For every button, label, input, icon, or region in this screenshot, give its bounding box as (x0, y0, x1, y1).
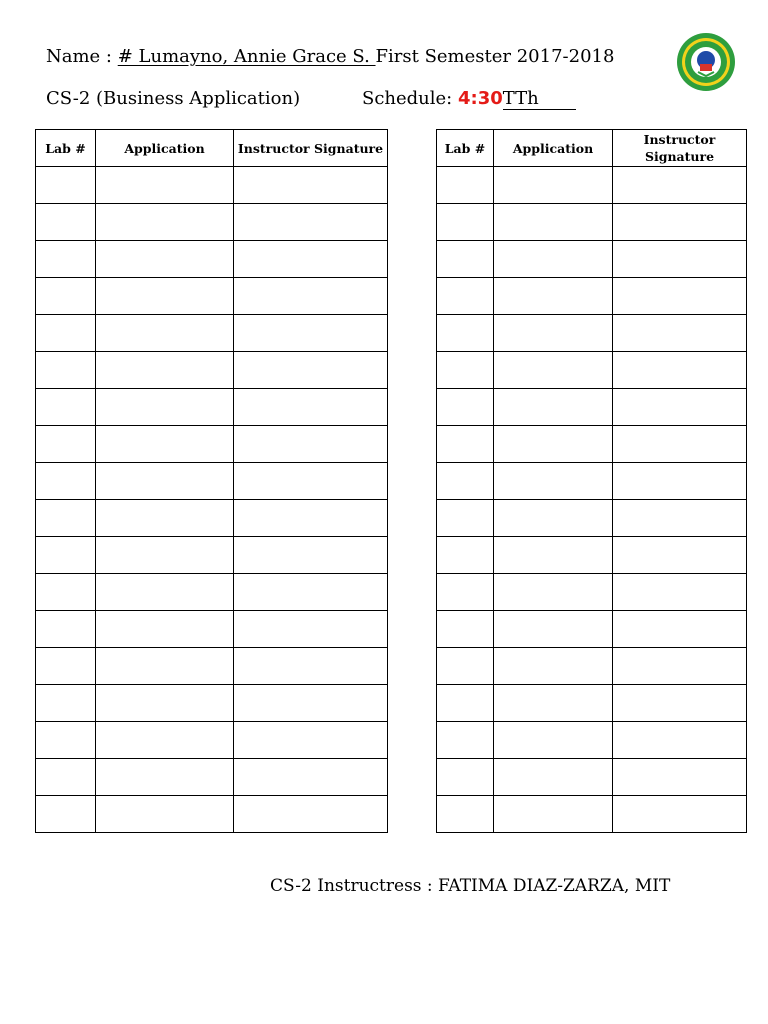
application-cell (494, 722, 613, 759)
application-cell (494, 167, 613, 204)
lab-cell (36, 278, 96, 315)
table-row (36, 574, 388, 611)
table-row (36, 685, 388, 722)
signature-cell (234, 685, 388, 722)
table-row (437, 426, 747, 463)
lab-table-right (436, 129, 747, 833)
signature-cell (613, 722, 747, 759)
signature-cell (234, 426, 388, 463)
table-row (437, 278, 747, 315)
signature-cell (613, 389, 747, 426)
signature-cell (234, 315, 388, 352)
column-header-application: Application (494, 130, 613, 167)
lab-cell (36, 685, 96, 722)
table-row (36, 537, 388, 574)
signature-cell (234, 167, 388, 204)
lab-cell (437, 278, 494, 315)
application-cell (96, 426, 234, 463)
table-row (36, 167, 388, 204)
signature-cell (234, 722, 388, 759)
application-cell (494, 759, 613, 796)
student-name: # Lumayno, Annie Grace S. (117, 46, 376, 67)
table-row (36, 648, 388, 685)
application-cell (96, 167, 234, 204)
table-row (36, 463, 388, 500)
lab-cell (437, 574, 494, 611)
lab-cell (36, 352, 96, 389)
table-row (437, 648, 747, 685)
lab-cell (437, 759, 494, 796)
signature-cell (613, 426, 747, 463)
table-row (437, 500, 747, 537)
signature-cell (234, 389, 388, 426)
application-cell (96, 352, 234, 389)
signature-cell (613, 352, 747, 389)
application-cell (96, 537, 234, 574)
application-cell (96, 759, 234, 796)
schedule-days: TTh (503, 89, 576, 110)
table-row (36, 278, 388, 315)
table-row (437, 463, 747, 500)
application-cell (494, 315, 613, 352)
application-cell (96, 241, 234, 278)
lab-cell (437, 611, 494, 648)
application-cell (494, 500, 613, 537)
signature-cell (613, 204, 747, 241)
application-cell (96, 315, 234, 352)
table-row (36, 611, 388, 648)
signature-cell (234, 241, 388, 278)
table-header-row (36, 130, 388, 167)
instructress-footer: CS-2 Instructress : FATIMA DIAZ-ZARZA, MIT (270, 876, 671, 896)
lab-cell (36, 611, 96, 648)
table-row (36, 426, 388, 463)
signature-cell (613, 759, 747, 796)
lab-cell (437, 389, 494, 426)
lab-cell (36, 389, 96, 426)
column-header-signature: Instructor Signature (234, 130, 388, 167)
table-row (437, 759, 747, 796)
table-row (36, 759, 388, 796)
signature-cell (613, 685, 747, 722)
signature-cell (613, 278, 747, 315)
application-cell (494, 426, 613, 463)
signature-cell (234, 537, 388, 574)
column-header-lab: Lab # (437, 130, 494, 167)
application-cell (494, 204, 613, 241)
lab-cell (36, 241, 96, 278)
table-row (36, 500, 388, 537)
application-cell (494, 685, 613, 722)
lab-cell (36, 759, 96, 796)
table-row (437, 574, 747, 611)
signature-cell (234, 352, 388, 389)
lab-cell (36, 463, 96, 500)
lab-cell (36, 648, 96, 685)
signature-cell (613, 167, 747, 204)
signature-cell (234, 463, 388, 500)
lab-table-left (35, 129, 388, 833)
schedule-time: 4:30 (457, 88, 503, 109)
lab-cell (437, 722, 494, 759)
signature-cell (613, 611, 747, 648)
table-row (437, 204, 747, 241)
signature-cell (234, 611, 388, 648)
lab-cell (437, 352, 494, 389)
application-cell (96, 463, 234, 500)
application-cell (96, 574, 234, 611)
lab-cell (36, 500, 96, 537)
column-header-application: Application (96, 130, 234, 167)
lab-cell (36, 796, 96, 833)
application-cell (494, 278, 613, 315)
lab-cell (36, 537, 96, 574)
signature-cell (234, 204, 388, 241)
table-row (437, 796, 747, 833)
application-cell (96, 278, 234, 315)
table-row (36, 315, 388, 352)
table-row (437, 389, 747, 426)
signature-cell (234, 574, 388, 611)
signature-cell (613, 648, 747, 685)
table-header-row (437, 130, 747, 167)
name-label: Name : (46, 46, 118, 67)
table-row (36, 204, 388, 241)
table-row (437, 685, 747, 722)
signature-cell (613, 796, 747, 833)
table-row (36, 796, 388, 833)
table-row (437, 241, 747, 278)
signature-cell (613, 241, 747, 278)
lab-cell (437, 204, 494, 241)
lab-cell (437, 426, 494, 463)
lab-cell (437, 315, 494, 352)
table-row (437, 167, 747, 204)
signature-cell (234, 278, 388, 315)
application-cell (494, 796, 613, 833)
signature-cell (234, 500, 388, 537)
lab-cell (36, 574, 96, 611)
lab-cell (437, 241, 494, 278)
lab-cell (36, 167, 96, 204)
application-cell (494, 611, 613, 648)
signature-cell (234, 796, 388, 833)
application-cell (494, 537, 613, 574)
lab-cell (437, 167, 494, 204)
application-cell (494, 463, 613, 500)
lab-cell (36, 722, 96, 759)
table-row (36, 389, 388, 426)
table-row (437, 537, 747, 574)
application-cell (96, 796, 234, 833)
lab-cell (36, 204, 96, 241)
course-title: CS-2 (Business Application) (46, 88, 301, 109)
application-cell (96, 204, 234, 241)
lab-cell (437, 796, 494, 833)
lab-cell (437, 648, 494, 685)
signature-cell (613, 574, 747, 611)
signature-cell (613, 463, 747, 500)
signature-cell (613, 315, 747, 352)
application-cell (96, 500, 234, 537)
lab-cell (36, 426, 96, 463)
application-cell (96, 648, 234, 685)
schedule-label: Schedule: (362, 88, 458, 109)
school-seal-icon (676, 32, 736, 92)
semester-text: First Semester 2017-2018 (375, 46, 615, 67)
column-header-signature: Instructor Signature (613, 130, 747, 167)
application-cell (96, 685, 234, 722)
table-row (437, 611, 747, 648)
course-info-line (46, 88, 576, 110)
application-cell (96, 611, 234, 648)
signature-cell (613, 537, 747, 574)
signature-cell (234, 648, 388, 685)
student-info-line (46, 46, 614, 67)
lab-cell (36, 315, 96, 352)
table-row (437, 722, 747, 759)
signature-cell (234, 759, 388, 796)
table-row (437, 315, 747, 352)
application-cell (96, 389, 234, 426)
table-row (437, 352, 747, 389)
application-cell (494, 241, 613, 278)
lab-cell (437, 685, 494, 722)
table-row (36, 241, 388, 278)
lab-cell (437, 537, 494, 574)
application-cell (494, 648, 613, 685)
lab-cell (437, 463, 494, 500)
application-cell (494, 352, 613, 389)
table-row (36, 352, 388, 389)
application-cell (494, 389, 613, 426)
lab-cell (437, 500, 494, 537)
signature-cell (613, 500, 747, 537)
application-cell (96, 722, 234, 759)
table-row (36, 722, 388, 759)
column-header-lab: Lab # (36, 130, 96, 167)
application-cell (494, 574, 613, 611)
